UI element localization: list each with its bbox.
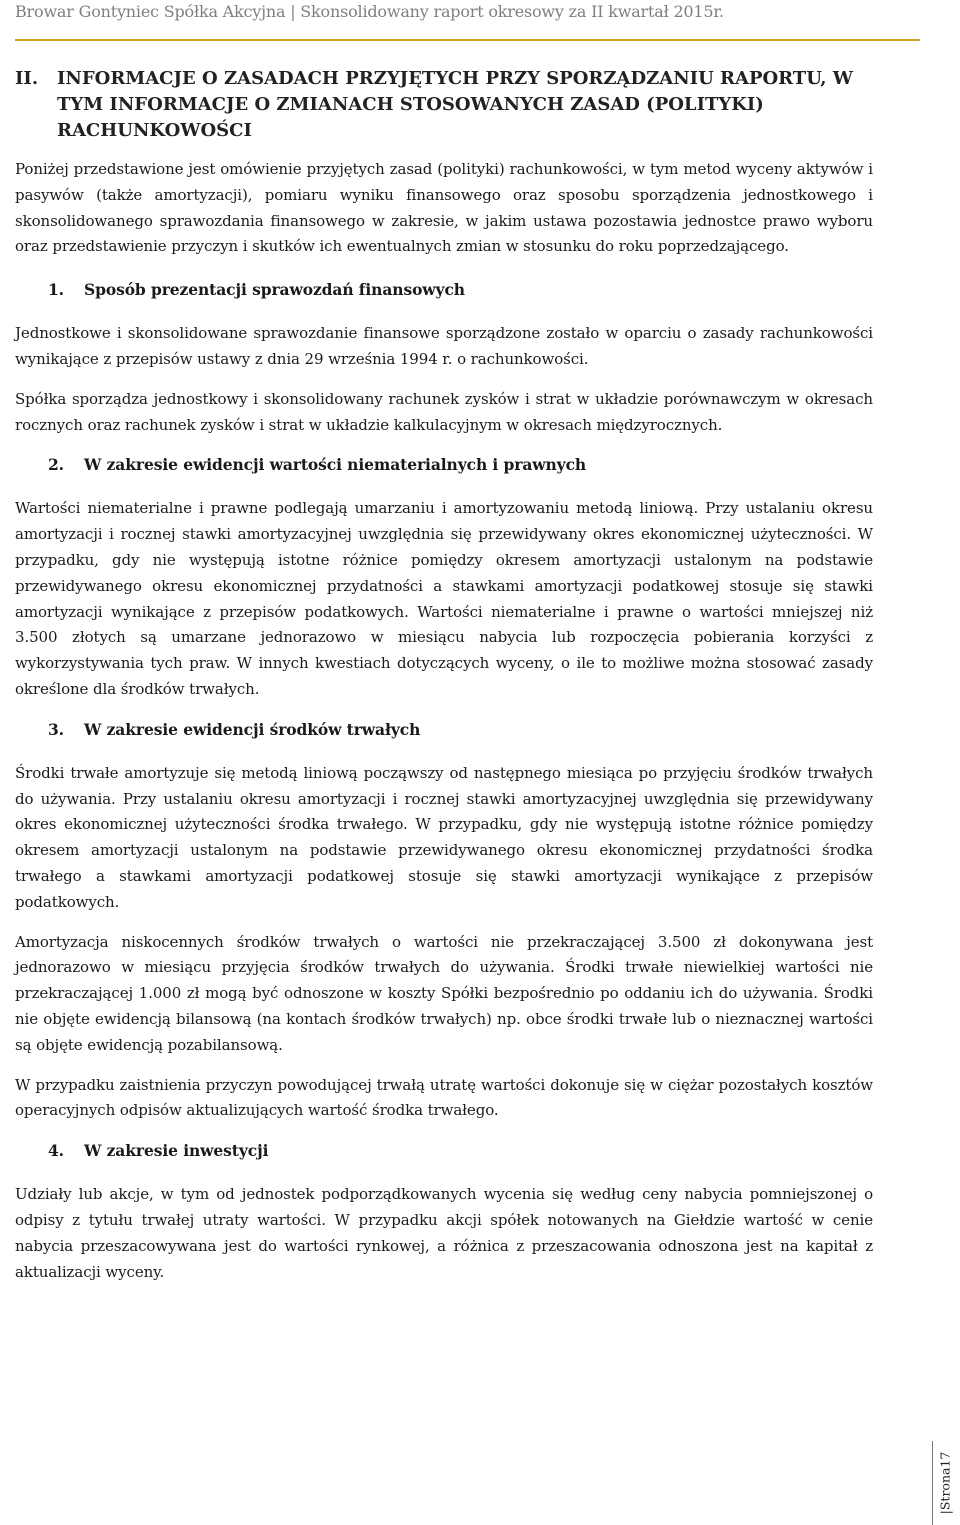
paragraph: Udziały lub akcje, w tym od jednostek podporządkowanych wycenia się według ceny nabycia pomniejszonej o odpisy z tytułu trwałej utraty wartości. W przypadku akcji spółek notowanych na Giełdzie wartość w cenie nabycia przeszacowywana jest do wartości rynkowej, a różnica z przeszacowania odnoszona jest na kapitał z aktualizacji wyceny.: [15, 1185, 873, 1281]
section-title: INFORMACJE O ZASADACH PRZYJĘTYCH PRZY SPORZĄDZANIU RAPORTU, W TYM INFORMACJE O ZMIANACH STOSOWANYCH ZASAD (POLITYKI) RACHUNKOWOŚCI: [57, 68, 853, 141]
paragraph: W przypadku zaistnienia przyczyn powodującej trwałą utratę wartości dokonuje się w ciężar pozostałych kosztów operacyjnych odpisów aktualizujących wartość środka trwałego.: [15, 1075, 873, 1120]
subsection-number: 1.: [48, 280, 64, 300]
running-header-text: Browar Gontyniec Spółka Akcyjna | Skonsolidowany raport okresowy za II kwartał 2015r.: [15, 2, 724, 21]
subsection-number: 2.: [48, 455, 64, 475]
paragraph: Środki trwałe amortyzuje się metodą liniową począwszy od następnego miesiąca po przyjęciu środków trwałych do używania. Przy ustalaniu okresu amortyzacji i rocznej stawki amortyzacyjnej uwzględnia się przewidywany okres ekonomicznej użyteczności środka trwałego. W przypadku, gdy nie występują istotne różnice pomiędzy okresem amortyzacji ustalonym na podstawie przewidywanego okresu ekonomicznej przydatności środka trwałego a stawkami amortyzacji podatkowej stosuje się stawki amortyzacji wynikające z przepisów podatkowych.: [15, 763, 873, 911]
subsection-title: W zakresie ewidencji wartości niematerialnych i prawnych: [84, 455, 587, 475]
subsection-title: W zakresie ewidencji środków trwałych: [84, 719, 421, 739]
subsection-heading: [15, 452, 873, 478]
intro-paragraph: Poniżej przedstawione jest omówienie przyjętych zasad (polityki) rachunkowości, w tym metod wyceny aktywów i pasywów (także amortyzacji), pomiaru wyniku finansowego oraz sposobu sporządzenia jednostkowego i skonsolidowanego sprawozdania finansowego w zakresie, w jakim ustawa pozostawia jednostce prawo wyboru oraz przedstawienie przyczyn i skutków ich ewentualnych zmian w stosunku do roku poprzedzającego.: [15, 160, 873, 256]
paragraph: Wartości niematerialne i prawne podlegają umarzaniu i amortyzowaniu metodą liniową. Przy ustalaniu okresu amortyzacji i rocznej stawki amortyzacyjnej uwzględnia się przewidywany okres ekonomicznej użyteczności. W przypadku, gdy nie występują istotne różnice pomiędzy okresem amortyzacji ustalonym na podstawie przewidywanego okresu ekonomicznej przydatności a stawkami amortyzacji podatkowej stosuje się stawki amortyzacji wynikające z przepisów podatkowych. Wartości niematerialne i prawne o wartości mniejszej niż 3.500 złotych są umarzane jednorazowo w miesiącu nabycia lub rozpoczęcia pobierania korzyści z wykorzystywania tych praw. W innych kwestiach dotyczących wyceny, o ile to możliwe można stosować zasady określone dla środków trwałych.: [15, 499, 873, 698]
section-number: II.: [15, 68, 39, 89]
subsection-4: [15, 1138, 873, 1285]
subsection-heading: [15, 717, 873, 743]
page-number-box: [932, 1441, 959, 1525]
paragraph: Amortyzacja niskocennych środków trwałych o wartości nie przekraczającej 3.500 zł dokonywana jest jednorazowo w miesiącu przyjęcia środków trwałych do używania. Środki trwałe niewielkiej wartości nie przekraczającej 1.000 zł mogą być odnoszone w koszty Spółki bezpośrednio po oddaniu ich do używania. Środki nie objęte ewidencją bilansową (na kontach środków trwałych) np. obce środki trwałe lub o nieznacznej wartości są objęte ewidencją pozabilansową.: [15, 932, 873, 1054]
subsection-2: [15, 452, 873, 702]
subsection-title: W zakresie inwestycji: [84, 1141, 269, 1161]
subsection-number: 4.: [48, 1141, 64, 1161]
subsection-heading: [15, 277, 873, 303]
section-heading: [15, 66, 895, 144]
document-body: [15, 157, 873, 1299]
paragraph: Jednostkowe i skonsolidowane sprawozdanie finansowe sporządzone zostało w oparciu o zasady rachunkowości wynikające z przepisów ustawy z dnia 29 września 1994 r. o rachunkowości.: [15, 324, 873, 368]
page-number: |Strona17: [937, 1451, 953, 1515]
subsection-title: Sposób prezentacji sprawozdań finansowych: [84, 280, 465, 300]
subsection-3: [15, 717, 873, 1124]
subsection-1: [15, 277, 873, 438]
subsection-number: 3.: [48, 719, 64, 739]
paragraph: Spółka sporządza jednostkowy i skonsolidowany rachunek zysków i strat w układzie porównawczym w okresach rocznych oraz rachunek zysków i strat w układzie kalkulacyjnym w okresach międzyrocznych.: [15, 389, 873, 434]
running-header: [15, 0, 920, 41]
subsection-heading: [15, 1138, 873, 1164]
